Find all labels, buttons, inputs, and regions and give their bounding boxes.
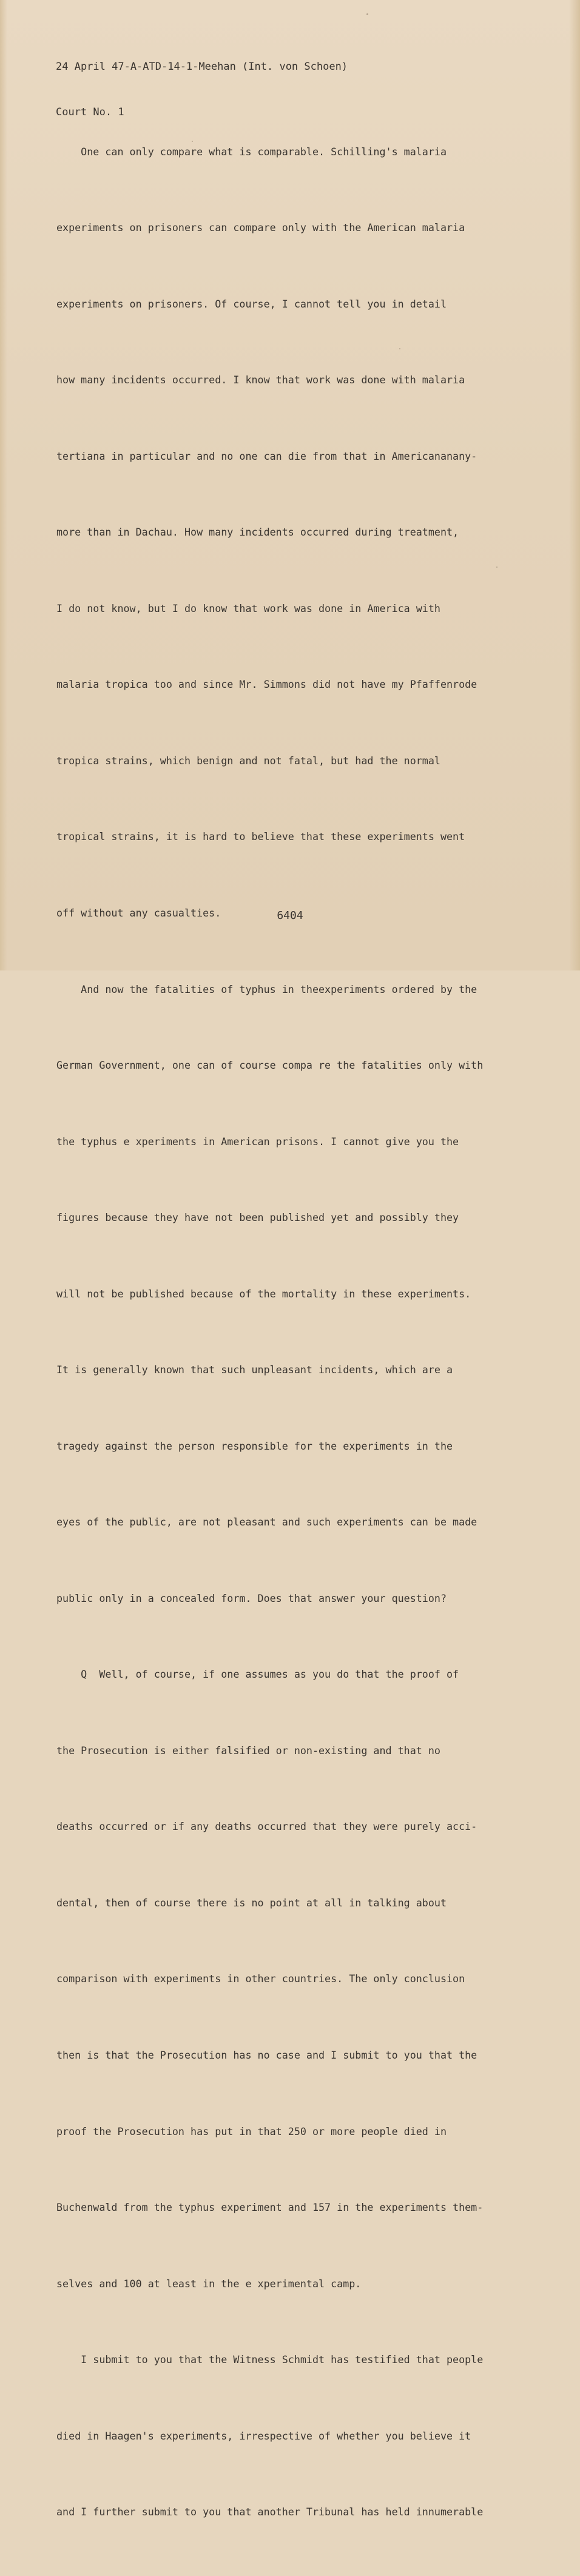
body-line: how many incidents occurred. I know that work was done with malaria [56,374,465,386]
body-line: I submit to you that the Witness Schmidt has testified that people [56,2353,484,2366]
header-court-line: Court No. 1 [56,106,124,118]
body-line: German Government, one can of course compa re the fatalities only with [56,1059,484,1072]
body-line: Buchenwald from the typhus experiment and 157 in the experiments them- [56,2201,484,2214]
body-line: then is that the Prosecution has no case and I submit to you that the [56,2048,477,2061]
body-line: will not be published because of the mortality in these experiments. [56,1287,471,1300]
body-line: comparison with experiments in other countries. The only conclusion [56,1972,465,1985]
header-reference-line: 24 April 47-A-ATD-14-1-Meehan (Int. von Schoen) [56,61,348,73]
paper-edge-left [0,0,7,970]
paper-speck [399,348,400,349]
body-line: tragedy against the person responsible for the experiments in the [56,1439,453,1452]
body-line: experiments on prisoners can compare only with the American malaria [56,221,465,234]
body-line: dental, then of course there is no point at all in talking about [56,1896,447,1909]
paper-edge-right [569,0,580,970]
body-line: experiments on prisoners. Of course, I cannot tell you in detail [56,297,447,310]
body-line: Q Well, of course, if one assumes as you do that the proof of [56,1668,459,1681]
paper-speck [366,13,368,15]
transcript-body [56,89,553,2576]
body-line: tropica strains, which benign and not fatal, but had the normal [56,754,440,767]
body-line: It is generally known that such unpleasant incidents, which are a [56,1364,453,1376]
body-line: the typhus e xperiments in American prisons. I cannot give you the [56,1135,459,1148]
paper-speck [496,567,497,568]
body-line: the Prosecution is either falsified or non-existing and that no [56,1744,440,1757]
body-line: selves and 100 at least in the e xperimental camp. [56,2277,362,2290]
page-number: 6404 [277,909,303,922]
body-line: proof the Prosecution has put in that 250 or more people died in [56,2125,447,2137]
body-line: deaths occurred or if any deaths occurred that they were purely acci- [56,1820,477,1833]
body-line: tertiana in particular and no one can die from that in Americananany- [56,449,477,462]
body-line: more than in Dachau. How many incidents occurred during treatment, [56,526,459,539]
body-line: eyes of the public, are not pleasant and such experiments can be made [56,1516,477,1528]
body-line: I do not know, but I do know that work was done in America with [56,602,440,614]
body-line: died in Haagen's experiments, irrespective of whether you believe it [56,2429,471,2442]
body-line: One can only compare what is comparable. Schilling's malaria [56,145,447,158]
paper-speck [192,141,193,142]
body-line: figures because they have not been published yet and possibly they [56,1211,459,1224]
body-line: and I further submit to you that another Tribunal has held innumerable [56,2506,484,2518]
body-line: malaria tropica too and since Mr. Simmons did not have my Pfaffenrode [56,678,477,691]
body-line: off without any casualties. [56,907,221,919]
body-line: And now the fatalities of typhus in theexperiments ordered by the [56,983,477,995]
body-line: public only in a concealed form. Does that answer your question? [56,1592,447,1604]
body-line: tropical strains, it is hard to believe that these experiments went [56,830,465,843]
